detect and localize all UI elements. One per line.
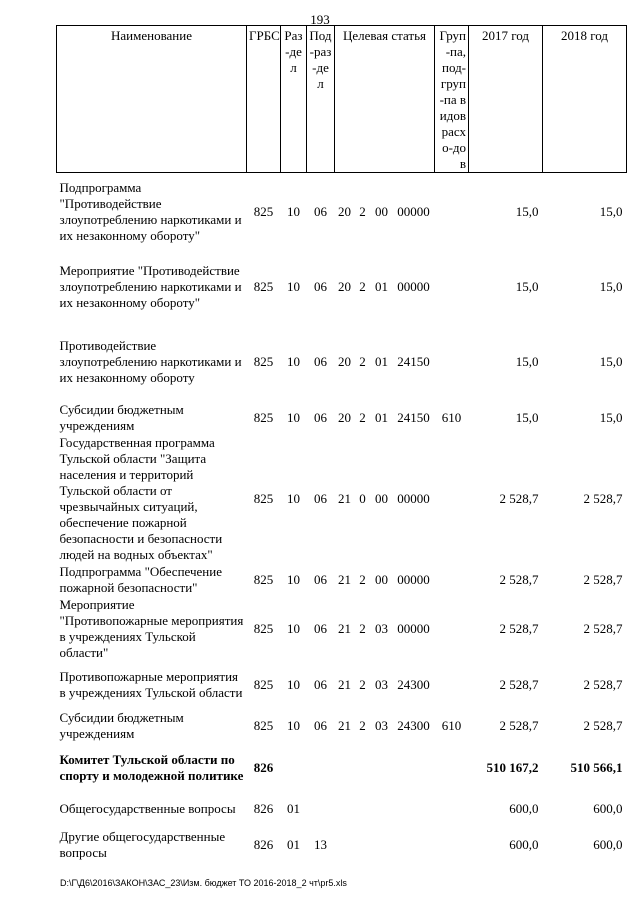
row-2018: 600,0 bbox=[593, 836, 623, 852]
row-name: Общегосударственные вопросы bbox=[59, 800, 236, 816]
row-2017: 2 528,7 bbox=[499, 571, 539, 587]
row-target-3: 00 bbox=[375, 203, 388, 219]
row-group bbox=[435, 435, 469, 563]
row-razdel: 10 bbox=[287, 278, 300, 294]
table-row bbox=[57, 793, 627, 825]
row-target-2 bbox=[355, 825, 371, 865]
row-group bbox=[435, 323, 469, 401]
row-2017: 2 528,7 bbox=[499, 717, 539, 733]
row-podrazdel: 06 bbox=[314, 620, 327, 636]
row-name: Государственная программа Тульской области "Защита населения и территорий Тульской области от чрезвычайных ситуаций, обеспечение пожарной безопасности и безопасности людей на водных объектах" bbox=[59, 434, 223, 562]
row-grbs: 825 bbox=[253, 620, 274, 636]
row-target-1: 21 bbox=[338, 490, 351, 506]
row-grbs: 825 bbox=[253, 676, 274, 692]
row-razdel: 10 bbox=[287, 203, 300, 219]
row-target-4 bbox=[393, 743, 435, 793]
row-target-3: 00 bbox=[375, 490, 388, 506]
row-podrazdel: 06 bbox=[314, 717, 327, 733]
row-name: Мероприятие "Противодействие злоупотреблению наркотиками и их незаконному обороту" bbox=[59, 262, 242, 310]
row-target-2: 2 bbox=[359, 717, 366, 733]
row-target-1: 20 bbox=[338, 353, 351, 369]
row-2017: 15,0 bbox=[515, 203, 539, 219]
row-target-3: 01 bbox=[375, 353, 388, 369]
row-target-2 bbox=[355, 793, 371, 825]
row-target-1: 21 bbox=[338, 571, 351, 587]
row-grbs: 825 bbox=[253, 409, 274, 425]
row-target-3: 00 bbox=[375, 571, 388, 587]
row-target-2: 2 bbox=[359, 620, 366, 636]
row-target-3 bbox=[371, 825, 393, 865]
table-row bbox=[57, 563, 627, 597]
row-name: Противопожарные мероприятия в учреждениях Тульской области bbox=[59, 668, 243, 700]
file-path-footer: D:\Г\Д6\2016\ЗАКОН\ЗАС_23\Изм. бюджет ТО 2016-2018_2 чт\pr5.xls bbox=[60, 878, 347, 888]
row-grbs: 825 bbox=[253, 490, 274, 506]
row-2018: 510 566,1 bbox=[570, 759, 623, 775]
row-group bbox=[435, 793, 469, 825]
row-grbs: 825 bbox=[253, 717, 274, 733]
row-razdel: 01 bbox=[287, 836, 300, 852]
row-name: Комитет Тульской области по спорту и молодежной политике bbox=[59, 751, 244, 783]
row-name: Субсидии бюджетным учреждениям bbox=[59, 401, 184, 433]
row-target-3: 01 bbox=[375, 278, 388, 294]
row-group bbox=[435, 661, 469, 709]
row-group bbox=[435, 251, 469, 323]
row-2018: 15,0 bbox=[599, 203, 623, 219]
row-target-1 bbox=[335, 743, 355, 793]
row-podrazdel: 06 bbox=[314, 203, 327, 219]
row-podrazdel: 06 bbox=[314, 353, 327, 369]
row-target-2: 2 bbox=[359, 409, 366, 425]
row-target-4: 00000 bbox=[397, 490, 430, 506]
row-2018: 2 528,7 bbox=[583, 717, 623, 733]
row-target-4: 24150 bbox=[397, 353, 430, 369]
header-podrazdel: Под-раз-дел bbox=[307, 26, 335, 173]
row-razdel bbox=[281, 743, 307, 793]
row-name: Мероприятие "Противопожарные мероприятия в учреждениях Тульской области" bbox=[59, 596, 244, 660]
row-podrazdel: 06 bbox=[314, 490, 327, 506]
row-group bbox=[435, 173, 469, 251]
row-target-3: 01 bbox=[375, 409, 388, 425]
row-razdel: 10 bbox=[287, 409, 300, 425]
row-target-1 bbox=[335, 825, 355, 865]
row-target-4: 00000 bbox=[397, 203, 430, 219]
row-target-4: 00000 bbox=[397, 620, 430, 636]
row-razdel: 10 bbox=[287, 353, 300, 369]
row-razdel: 10 bbox=[287, 571, 300, 587]
row-2018: 15,0 bbox=[599, 278, 623, 294]
row-target-3: 03 bbox=[375, 676, 388, 692]
row-podrazdel: 06 bbox=[314, 676, 327, 692]
page-number: 193 bbox=[310, 12, 330, 27]
row-grbs: 826 bbox=[253, 759, 274, 775]
row-name: Противодействие злоупотреблению наркотиками и их незаконному обороту bbox=[59, 337, 242, 385]
row-target-2: 0 bbox=[359, 490, 366, 506]
row-target-4: 00000 bbox=[397, 571, 430, 587]
table-row bbox=[57, 173, 627, 251]
row-target-2: 2 bbox=[359, 278, 366, 294]
row-group bbox=[435, 563, 469, 597]
row-podrazdel: 06 bbox=[314, 409, 327, 425]
row-2017: 510 167,2 bbox=[486, 759, 539, 775]
row-target-1: 20 bbox=[338, 203, 351, 219]
row-target-1: 20 bbox=[338, 278, 351, 294]
row-name: Подпрограмма "Противодействие злоупотреблению наркотиками и их незаконному обороту" bbox=[59, 179, 242, 243]
row-group bbox=[435, 597, 469, 661]
row-target-3: 03 bbox=[375, 717, 388, 733]
row-target-2: 2 bbox=[359, 571, 366, 587]
row-2017: 2 528,7 bbox=[499, 676, 539, 692]
row-2017: 600,0 bbox=[509, 800, 539, 816]
row-2018: 2 528,7 bbox=[583, 490, 623, 506]
row-name: Субсидии бюджетным учреждениям bbox=[59, 709, 184, 741]
row-2017: 2 528,7 bbox=[499, 490, 539, 506]
row-razdel: 10 bbox=[287, 676, 300, 692]
header-name: Наименование bbox=[57, 26, 247, 173]
row-grbs: 826 bbox=[253, 836, 274, 852]
header-2018: 2018 год bbox=[543, 26, 627, 173]
row-podrazdel bbox=[307, 743, 335, 793]
row-2017: 15,0 bbox=[515, 353, 539, 369]
row-target-1: 21 bbox=[338, 676, 351, 692]
row-grbs: 825 bbox=[253, 571, 274, 587]
row-razdel: 10 bbox=[287, 620, 300, 636]
row-podrazdel bbox=[307, 793, 335, 825]
row-podrazdel: 13 bbox=[314, 836, 327, 852]
row-2017: 15,0 bbox=[515, 409, 539, 425]
header-razdel: Раз-дел bbox=[281, 26, 307, 173]
row-group bbox=[435, 743, 469, 793]
row-2018: 600,0 bbox=[593, 800, 623, 816]
row-2018: 15,0 bbox=[599, 353, 623, 369]
row-razdel: 01 bbox=[287, 800, 300, 816]
row-2018: 2 528,7 bbox=[583, 571, 623, 587]
table-row bbox=[57, 709, 627, 743]
row-group: 610 bbox=[441, 717, 462, 733]
table-row bbox=[57, 323, 627, 401]
row-2017: 2 528,7 bbox=[499, 620, 539, 636]
header-grbs: ГРБС bbox=[247, 26, 281, 173]
table-row bbox=[57, 597, 627, 661]
table-row bbox=[57, 401, 627, 435]
row-podrazdel: 06 bbox=[314, 278, 327, 294]
row-target-1: 21 bbox=[338, 717, 351, 733]
table-row bbox=[57, 825, 627, 865]
row-target-2: 2 bbox=[359, 676, 366, 692]
table-row bbox=[57, 743, 627, 793]
header-2017: 2017 год bbox=[469, 26, 543, 173]
row-2018: 2 528,7 bbox=[583, 676, 623, 692]
table-row bbox=[57, 661, 627, 709]
row-target-1: 20 bbox=[338, 409, 351, 425]
row-group bbox=[435, 825, 469, 865]
row-target-4: 24300 bbox=[397, 717, 430, 733]
row-target-2 bbox=[355, 743, 371, 793]
row-grbs: 825 bbox=[253, 203, 274, 219]
row-target-3 bbox=[371, 793, 393, 825]
row-grbs: 826 bbox=[253, 800, 274, 816]
budget-table bbox=[56, 25, 627, 865]
row-2017: 600,0 bbox=[509, 836, 539, 852]
row-2018: 15,0 bbox=[599, 409, 623, 425]
row-target-3 bbox=[371, 743, 393, 793]
header-target: Целевая статья bbox=[335, 26, 435, 173]
row-target-1: 21 bbox=[338, 620, 351, 636]
row-target-2: 2 bbox=[359, 353, 366, 369]
row-target-3: 03 bbox=[375, 620, 388, 636]
row-name: Другие общегосударственные вопросы bbox=[59, 828, 226, 860]
row-target-2: 2 bbox=[359, 203, 366, 219]
row-razdel: 10 bbox=[287, 717, 300, 733]
row-razdel: 10 bbox=[287, 490, 300, 506]
row-2018: 2 528,7 bbox=[583, 620, 623, 636]
table-row bbox=[57, 251, 627, 323]
row-grbs: 825 bbox=[253, 278, 274, 294]
row-target-1 bbox=[335, 793, 355, 825]
row-group: 610 bbox=[441, 409, 462, 425]
row-target-4: 24150 bbox=[397, 409, 430, 425]
row-grbs: 825 bbox=[253, 353, 274, 369]
header-group: Груп-па, под-груп-па видов расхо-дов bbox=[435, 26, 469, 173]
row-podrazdel: 06 bbox=[314, 571, 327, 587]
table-row bbox=[57, 435, 627, 563]
row-target-4 bbox=[393, 825, 435, 865]
row-target-4: 00000 bbox=[397, 278, 430, 294]
row-2017: 15,0 bbox=[515, 278, 539, 294]
row-target-4: 24300 bbox=[397, 676, 430, 692]
row-target-4 bbox=[393, 793, 435, 825]
row-name: Подпрограмма "Обеспечение пожарной безопасности" bbox=[59, 563, 222, 595]
